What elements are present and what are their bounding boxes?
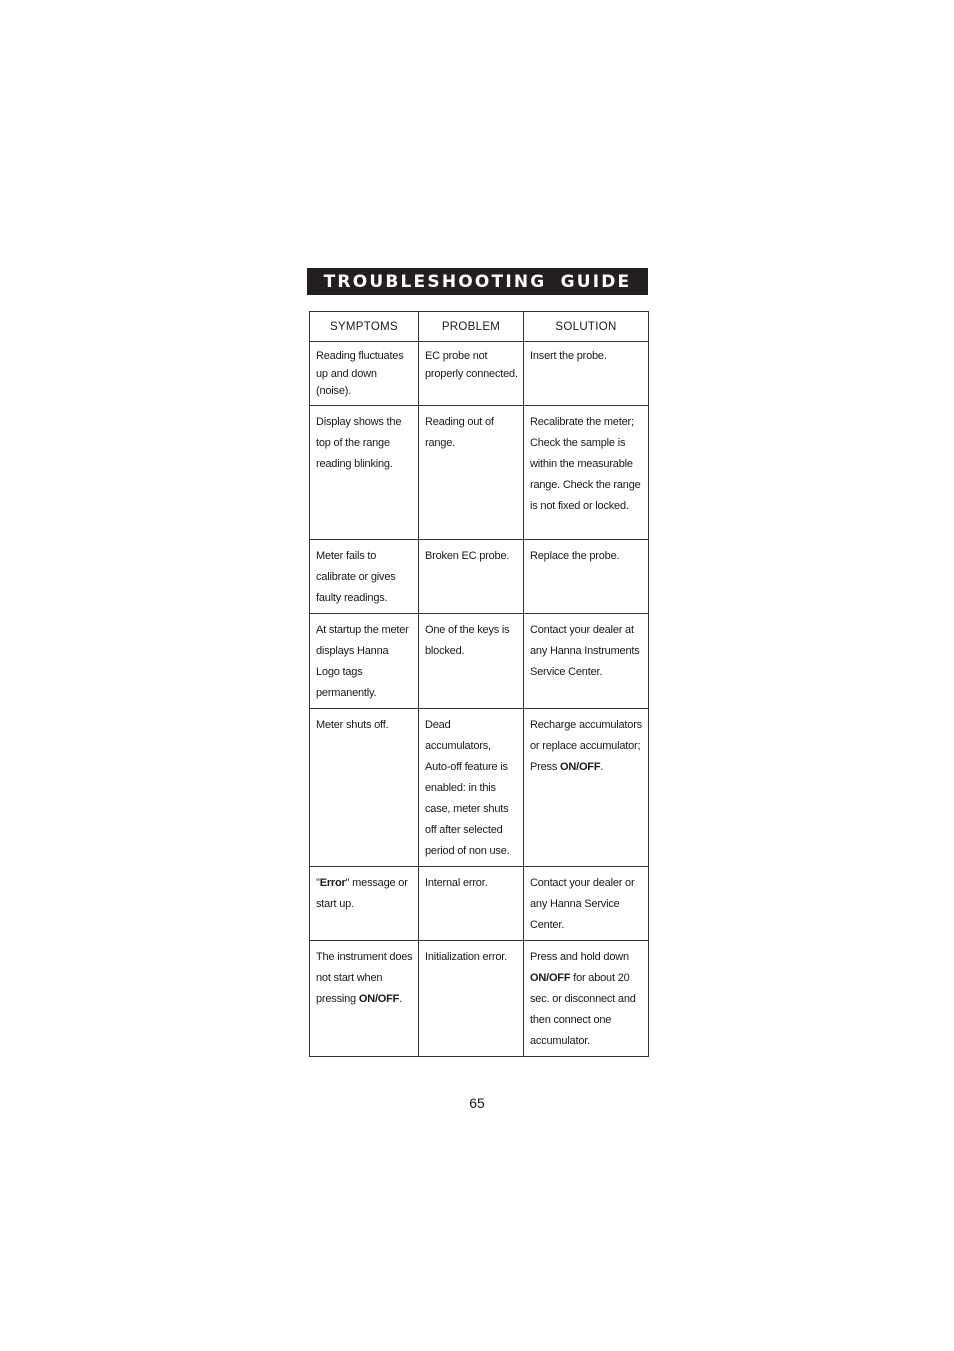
header-symptoms: SYMPTOMS	[310, 312, 419, 342]
on-off-key-label: ON/OFF	[530, 971, 571, 984]
problem-cell: Reading out of range.	[419, 405, 524, 539]
table-row	[310, 866, 649, 940]
solution-cell: Recharge accumulators or replace accumulator; Press ON/OFF.	[524, 708, 649, 866]
on-off-key-label: ON/OFF	[559, 760, 601, 773]
symptom-cell: Meter fails to calibrate or gives faulty readings.	[310, 539, 419, 613]
solution-cell: Contact your dealer at any Hanna Instruments Service Center.	[524, 613, 649, 708]
solution-cell: Contact your dealer or any Hanna Service Center.	[524, 866, 649, 940]
solution-cell: Press and hold down ON/OFF for about 20 sec. or disconnect and then connect one accumulator.	[524, 940, 649, 1056]
problem-cell: EC probe not properly connected.	[419, 342, 524, 406]
table-row	[310, 708, 649, 866]
problem-cell: Initialization error.	[419, 940, 524, 1056]
problem-cell: Broken EC probe.	[419, 539, 524, 613]
table-row	[310, 940, 649, 1056]
solution-cell: Replace the probe.	[524, 539, 649, 613]
header-solution: SOLUTION	[524, 312, 649, 342]
section-title: TROUBLESHOOTING GUIDE	[307, 268, 648, 295]
error-message-label: Error	[319, 876, 346, 889]
table-row	[310, 405, 649, 539]
symptom-cell: At startup the meter displays Hanna Logo tags permanently.	[310, 613, 419, 708]
problem-cell: Internal error.	[419, 866, 524, 940]
table-row	[310, 613, 649, 708]
on-off-key-label: ON/OFF	[358, 992, 400, 1005]
symptom-cell: "Error" message or start up.	[310, 866, 419, 940]
header-problem: PROBLEM	[419, 312, 524, 342]
problem-cell: One of the keys is blocked.	[419, 613, 524, 708]
table-row	[310, 539, 649, 613]
solution-cell: Recalibrate the meter; Check the sample is within the measurable range. Check the range is not fixed or locked.	[524, 405, 649, 539]
symptom-cell: Reading fluctuates up and down (noise).	[310, 342, 419, 406]
symptom-cell: Meter shuts off.	[310, 708, 419, 866]
table-header-row	[310, 312, 649, 342]
page-number: 65	[469, 1095, 485, 1111]
symptom-cell: Display shows the top of the range reading blinking.	[310, 405, 419, 539]
troubleshooting-table	[309, 311, 649, 1057]
table-row	[310, 342, 649, 406]
symptom-cell: The instrument does not start when pressing ON/OFF.	[310, 940, 419, 1056]
solution-cell: Insert the probe.	[524, 342, 649, 406]
problem-cell: Dead accumulators, Auto-off feature is enabled: in this case, meter shuts off after selected period of non use.	[419, 708, 524, 866]
